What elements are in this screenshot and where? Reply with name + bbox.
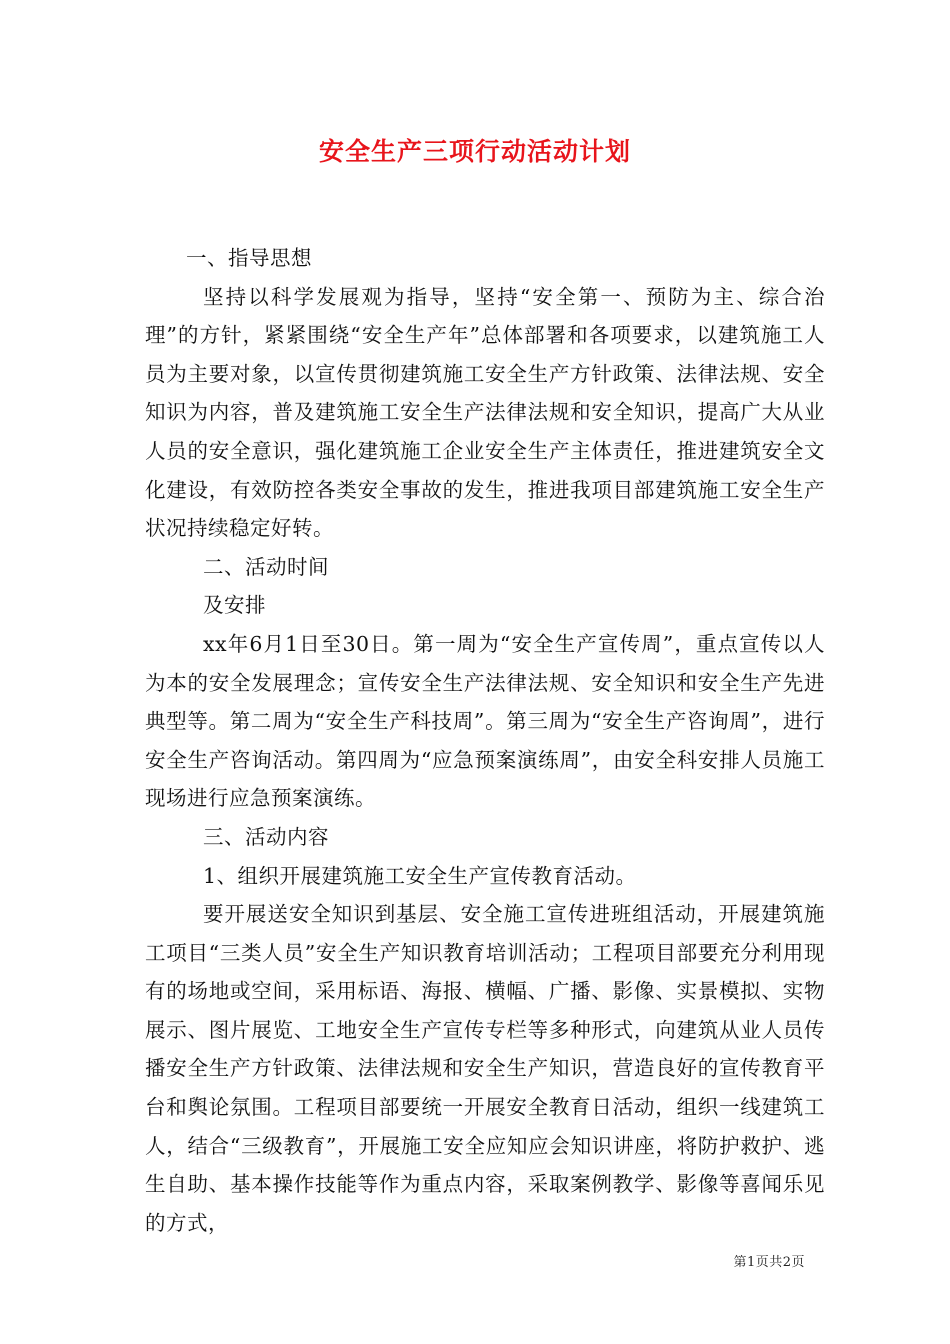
paragraph-guiding-thought: 坚持以科学发展观为指导，坚持“安全第一、预防为主、综合治理”的方针，紧紧围绕“安全生产年”总体部署和各项要求，以建筑施工人员为主要对象，以宣传贯彻建筑施工安全生产方针政策、法律法规、安全知识为内容，普及建筑施工安全生产法律法规和安全知识，提高广大从业人员的安全意识，强化建筑施工企业安全生产主体责任，推进建筑安全文化建设，有效防控各类安全事故的发生，推进我项目部建筑施工安全生产状况持续稳定好转。 xyxy=(145,284,825,541)
section-heading-3: 三、活动内容 xyxy=(203,824,329,849)
page-number-footer: 第1页共2页 xyxy=(733,1255,805,1270)
document-title: 安全生产三项行动活动计划 xyxy=(318,137,631,166)
section-heading-2: 二、活动时间 xyxy=(203,554,329,579)
paragraph-activity-content: 要开展送安全知识到基层、安全施工宣传进班组活动，开展建筑施工项目“三类人员”安全生产知识教育培训活动；工程项目部要充分利用现有的场地或空间，采用标语、海报、横幅、广播、影像、实景模拟、实物展示、图片展览、工地安全生产宣传专栏等多种形式，向建筑从业人员传播安全生产方针政策、法律法规和安全生产知识，营造良好的宣传教育平台和舆论氛围。工程项目部要统一开展安全教育日活动，组织一线建筑工人，结合“三级教育”，开展施工安全应知应会知识讲座，将防护救护、逃生自助、基本操作技能等作为重点内容，采取案例教学、影像等喜闻乐见的方式， xyxy=(145,902,825,1235)
paragraph-schedule: xx年6月1日至30日。第一周为“安全生产宣传周”，重点宣传以人为本的安全发展理念；宣传安全生产法律法规、安全知识和安全生产先进典型等。第二周为“安全生产科技周”。第三周为“安全生产咨询周”，进行安全生产咨询活动。第四周为“应急预案演练周”，由安全科安排人员施工现场进行应急预案演练。 xyxy=(145,631,825,811)
section-heading-2-continued: 及安排 xyxy=(203,593,266,618)
subheading-3-1: 1、组织开展建筑施工安全生产宣传教育活动。 xyxy=(203,863,637,888)
document-body xyxy=(145,239,825,1242)
section-heading-1: 一、指导思想 xyxy=(186,246,312,270)
